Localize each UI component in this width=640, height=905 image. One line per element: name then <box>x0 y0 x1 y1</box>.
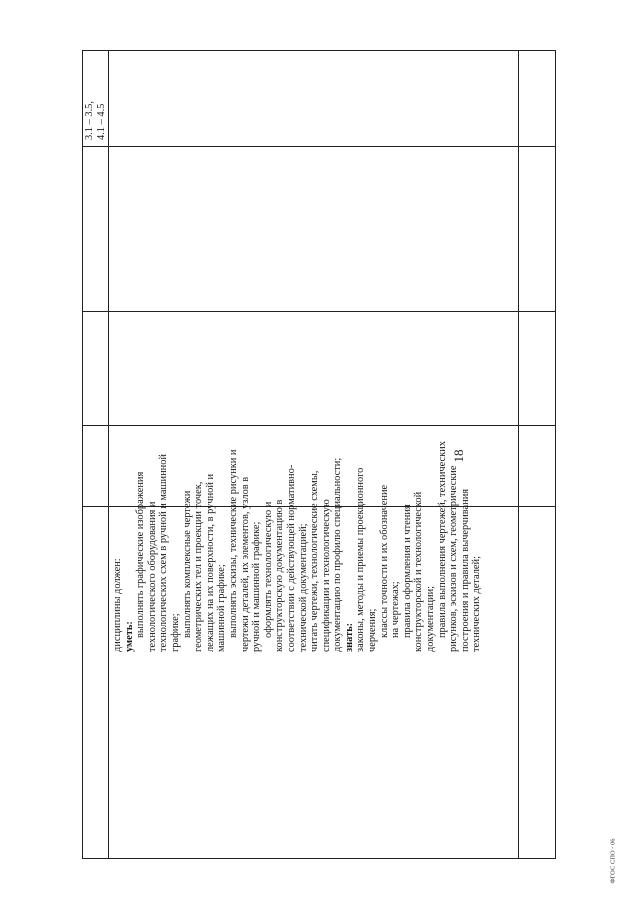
code-line: 4.1 – 4.5 <box>95 103 107 140</box>
row-divider-top <box>83 146 555 147</box>
text-line: правила оформления и чтения <box>401 504 413 638</box>
umet-heading: уметь: <box>123 621 135 652</box>
footer-code: ФГОС СПО - 06 <box>609 838 617 884</box>
text-line: рисунков, эскизов и схем, геометрические <box>448 465 460 652</box>
text-line: технологических схем в ручной и машинной <box>158 454 170 652</box>
text-line: оформлять технологическую и <box>262 501 274 638</box>
code-line: 3.1 – 3.5, <box>84 101 95 140</box>
text-line: классы точности и их обозначение <box>378 484 390 638</box>
text-line: читать чертежи, технологические схемы, <box>309 470 321 652</box>
competency-text-block <box>112 441 483 652</box>
competency-codes <box>84 101 107 140</box>
text-line: черчения; <box>367 608 379 652</box>
text-line: машинной графике; <box>216 564 228 652</box>
text-line: графике; <box>169 613 181 652</box>
text-line: выполнять графические изображения <box>135 471 147 638</box>
row-divider-mid-1 <box>83 311 555 312</box>
text-line: на чертежах; <box>390 581 402 638</box>
text-line: конструкторской и технологической <box>413 491 425 652</box>
text-line: геометрических тел и проекции точек, <box>193 481 205 652</box>
text-line: выполнять эскизы, технические рисунки и <box>227 449 239 638</box>
row-divider-mid-2 <box>83 425 555 426</box>
znat-heading: знать: <box>343 622 355 652</box>
text-line: выполнять комплексные чертежи <box>181 490 193 638</box>
text-line: правила выполнения чертежей, технических <box>436 441 448 638</box>
text-line: конструкторскую документацию в <box>274 499 286 652</box>
text-line: построения и правила вычерчивания <box>459 488 471 652</box>
column-divider-2 <box>518 51 519 858</box>
text-line: ручной и машинной графике; <box>251 521 263 652</box>
text-line: документации; <box>425 585 437 652</box>
text-line: чертежи деталей, их элементов, узлов в <box>239 476 251 652</box>
text-line: технических деталей; <box>471 556 483 652</box>
text-line: соответствии с действующей нормативно- <box>285 464 297 652</box>
text-line: законы, методы и приемы проекционного <box>355 467 367 652</box>
text-line: лежащих на их поверхности, в ручной и <box>204 473 216 652</box>
page-number: 18 <box>451 449 466 463</box>
text-line: спецификации и технологическую <box>320 499 332 652</box>
column-divider-1 <box>108 51 109 858</box>
text-line: технической документацией; <box>297 523 309 652</box>
text-line: документацию по профилю специальности; <box>332 457 344 652</box>
text-line: технологического оборудования и <box>146 501 158 652</box>
intro-line: дисциплины должен: <box>112 558 123 652</box>
